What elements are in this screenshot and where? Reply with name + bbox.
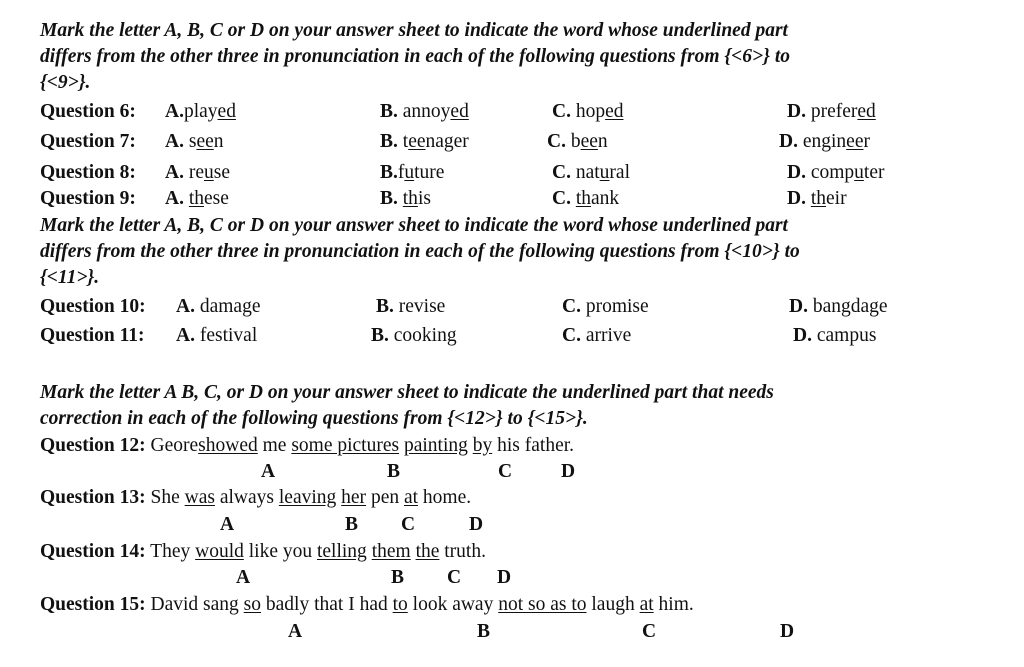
question-14-marker-b: B bbox=[391, 567, 405, 588]
question-15-marker-d: D bbox=[780, 621, 795, 642]
question-12-marker-c: C bbox=[498, 461, 513, 482]
question-11-option-c: C. arrive bbox=[562, 325, 632, 346]
question-13-marker-b: B bbox=[345, 514, 359, 535]
question-7-label: Question 7: bbox=[40, 131, 136, 152]
question-8-option-d: D. computer bbox=[787, 162, 885, 183]
question-7-option-a: A. seen bbox=[165, 131, 224, 152]
question-11-option-a: A. festival bbox=[176, 325, 258, 346]
instruction-1-line-3: {<9>}. bbox=[40, 72, 91, 93]
question-7-option-d: D. engineer bbox=[779, 131, 870, 152]
question-10-option-d: D. bangdage bbox=[789, 296, 888, 317]
question-14-sentence: Question 14: They would like you telling them the truth. bbox=[40, 541, 486, 562]
question-8-option-a: A. reuse bbox=[165, 162, 230, 183]
question-15-sentence: Question 15: David sang so badly that I had to look away not so as to laugh at him. bbox=[40, 594, 694, 615]
question-6-option-c: C. hoped bbox=[552, 101, 624, 122]
question-15-marker-b: B bbox=[477, 621, 491, 642]
question-14-marker-c: C bbox=[447, 567, 462, 588]
question-9-option-d: D. their bbox=[787, 188, 847, 209]
question-7-option-b: B. teenager bbox=[380, 131, 469, 152]
question-12-marker-d: D bbox=[561, 461, 576, 482]
question-10-label: Question 10: bbox=[40, 296, 146, 317]
question-10-option-a: A. damage bbox=[176, 296, 261, 317]
question-10-option-b: B. revise bbox=[376, 296, 446, 317]
question-9-option-c: C. thank bbox=[552, 188, 620, 209]
question-7-option-c: C. been bbox=[547, 131, 608, 152]
question-15-marker-a: A bbox=[288, 621, 303, 642]
instruction-2-line-3: {<11>}. bbox=[40, 267, 100, 288]
question-11-label: Question 11: bbox=[40, 325, 145, 346]
question-12-marker-a: A bbox=[261, 461, 276, 482]
question-14-marker-a: A bbox=[236, 567, 251, 588]
instruction-3-line-2: correction in each of the following questions from {<12>} to {<15>}. bbox=[40, 408, 588, 429]
question-13-marker-d: D bbox=[469, 514, 484, 535]
question-11-option-d: D. campus bbox=[793, 325, 877, 346]
question-6-option-d: D. prefered bbox=[787, 101, 876, 122]
instruction-2-line-1: Mark the letter A, B, C or D on your answer sheet to indicate the word whose underlined part bbox=[40, 215, 788, 236]
question-11-option-b: B. cooking bbox=[371, 325, 457, 346]
question-12-sentence: Question 12: Georeshowed me some pictures painting by his father. bbox=[40, 435, 575, 456]
question-14-marker-d: D bbox=[497, 567, 512, 588]
question-9-label: Question 9: bbox=[40, 188, 136, 209]
instruction-1-line-2: differs from the other three in pronunciation in each of the following questions from {<6>} to bbox=[40, 46, 790, 67]
instruction-1-line-1: Mark the letter A, B, C or D on your answer sheet to indicate the word whose underlined part bbox=[40, 20, 788, 41]
question-8-label: Question 8: bbox=[40, 162, 136, 183]
question-8-option-b: B.future bbox=[380, 162, 445, 183]
question-6-label: Question 6: bbox=[40, 101, 136, 122]
question-12-marker-b: B bbox=[387, 461, 401, 482]
instruction-2-line-2: differs from the other three in pronunciation in each of the following questions from {<10>} to bbox=[40, 241, 800, 262]
question-13-marker-a: A bbox=[220, 514, 235, 535]
question-15-marker-c: C bbox=[642, 621, 657, 642]
question-10-option-c: C. promise bbox=[562, 296, 649, 317]
question-9-option-b: B. this bbox=[380, 188, 431, 209]
question-13-marker-c: C bbox=[401, 514, 416, 535]
question-9-option-a: A. these bbox=[165, 188, 229, 209]
question-8-option-c: C. natural bbox=[552, 162, 630, 183]
instruction-3-line-1: Mark the letter A B, C, or D on your answer sheet to indicate the underlined part that needs bbox=[40, 382, 774, 403]
question-6-option-b: B. annoyed bbox=[380, 101, 469, 122]
question-6-option-a: A.played bbox=[165, 101, 236, 122]
question-13-sentence: Question 13: She was always leaving her pen at home. bbox=[40, 487, 472, 508]
